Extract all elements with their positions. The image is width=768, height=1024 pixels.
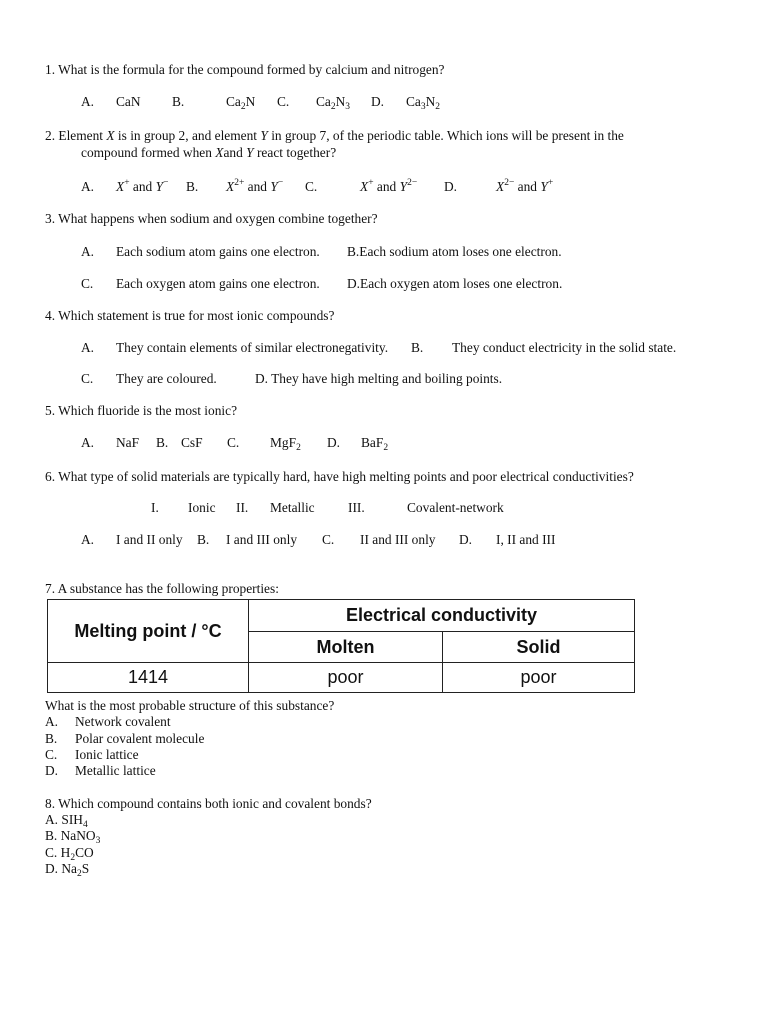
q7-option-a: Network covalent bbox=[75, 714, 171, 729]
q2-stem-line-1: 2. Element X is in group 2, and element Y in group 7, of the periodic table. Which ions will be present in the bbox=[45, 128, 624, 143]
q1-option-c-letter: C. bbox=[277, 94, 290, 109]
q1-option-b: $Ca_2N$ bbox=[226, 94, 256, 112]
q6-item-i: Ionic bbox=[188, 500, 216, 515]
header-molten: Molten bbox=[249, 632, 443, 663]
q6-option-a: I and II only bbox=[116, 532, 183, 547]
q2-option-d-letter: D. bbox=[444, 179, 458, 194]
q2-option-a: X+ and Y− bbox=[116, 178, 169, 194]
q5-option-d: BaF$_2$ bbox=[361, 435, 389, 453]
q8-option-c: C. $H_2CO$ bbox=[45, 845, 94, 863]
q3-option-c-letter: C. bbox=[81, 276, 94, 291]
header-solid: Solid bbox=[443, 632, 635, 663]
q5-stem: 5. Which fluoride is the most ionic? bbox=[45, 403, 238, 418]
q6-item-ii: Metallic bbox=[270, 500, 315, 515]
q6-item-iii: Covalent-network bbox=[407, 500, 504, 515]
q4-option-b-letter: B. bbox=[411, 340, 424, 355]
q6-item-iii-num: III. bbox=[348, 500, 365, 515]
q3-option-a: Each sodium atom gains one electron. bbox=[116, 244, 320, 259]
q4-option-d: D. They have high melting and boiling points. bbox=[255, 371, 503, 386]
q4-option-a-letter: A. bbox=[81, 340, 95, 355]
q7-option-d: Metallic lattice bbox=[75, 763, 156, 778]
q2-option-c: X+ and $Y^{2-}$ bbox=[360, 178, 418, 194]
q5-option-c-letter: C. bbox=[227, 435, 240, 450]
q7-option-b-letter: B. bbox=[45, 731, 58, 746]
q7-option-b: Polar covalent molecule bbox=[75, 731, 205, 746]
q7-option-c-letter: C. bbox=[45, 747, 58, 762]
q4-option-c: They are coloured. bbox=[116, 371, 217, 386]
q8-option-d: D. $Na_2S$ bbox=[45, 861, 90, 879]
value-solid: poor bbox=[443, 663, 635, 693]
q3-option-b: B.Each sodium atom loses one electron. bbox=[347, 244, 562, 259]
q2-option-b-letter: B. bbox=[186, 179, 199, 194]
q6-option-c: II and III only bbox=[360, 532, 436, 547]
q7-option-d-letter: D. bbox=[45, 763, 59, 778]
q1-option-a-letter: A. bbox=[81, 94, 95, 109]
q4-option-a: They contain elements of similar electronegativity. bbox=[116, 340, 389, 355]
q5-option-c: MgF$_2$ bbox=[270, 435, 301, 453]
q3-stem: 3. What happens when sodium and oxygen combine together? bbox=[45, 211, 378, 226]
q5-option-a: NaF bbox=[116, 435, 140, 450]
q3-option-d: D.Each oxygen atom loses one electron. bbox=[347, 276, 563, 291]
header-electrical-conductivity: Electrical conductivity bbox=[249, 600, 635, 632]
q6-item-i-num: I. bbox=[151, 500, 159, 515]
properties-table bbox=[47, 599, 635, 693]
q6-item-ii-num: II. bbox=[236, 500, 249, 515]
q1-stem: 1. What is the formula for the compound formed by calcium and nitrogen? bbox=[45, 62, 445, 77]
q1-option-b-letter: B. bbox=[172, 94, 185, 109]
q4-option-c-letter: C. bbox=[81, 371, 94, 386]
q5-option-a-letter: A. bbox=[81, 435, 95, 450]
q2-option-b: $X^{2+}$ and Y− bbox=[226, 178, 284, 194]
q7-question: What is the most probable structure of this substance? bbox=[45, 698, 335, 713]
q1-option-d: $Ca_3N_2$ bbox=[406, 94, 441, 112]
q5-option-b-letter: B. bbox=[156, 435, 169, 450]
q3-option-c: Each oxygen atom gains one electron. bbox=[116, 276, 320, 291]
value-melting-point: 1414 bbox=[48, 663, 249, 693]
q8-option-b: B. NaNO$_3$ bbox=[45, 828, 101, 846]
q1-option-c: $Ca_2N_3$ bbox=[316, 94, 351, 112]
q6-option-d: I, II and III bbox=[496, 532, 556, 547]
header-melting-point: Melting point / °C bbox=[48, 600, 249, 663]
q4-option-b: They conduct electricity in the solid state. bbox=[452, 340, 677, 355]
q4-stem: 4. Which statement is true for most ionic compounds? bbox=[45, 308, 335, 323]
q8-option-a: A. $SIH_4$ bbox=[45, 812, 88, 830]
q5-option-b: CsF bbox=[181, 435, 203, 450]
q2-option-d: $X^{2-}$ and Y+ bbox=[496, 178, 554, 194]
q6-option-a-letter: A. bbox=[81, 532, 95, 547]
q6-stem: 6. What type of solid materials are typically hard, have high melting points and poor electrical conductivities? bbox=[45, 469, 634, 484]
q8-stem: 8. Which compound contains both ionic and covalent bonds? bbox=[45, 796, 372, 811]
q7-option-a-letter: A. bbox=[45, 714, 59, 729]
q6-option-c-letter: C. bbox=[322, 532, 335, 547]
q7-stem: 7. A substance has the following properties: bbox=[45, 581, 279, 596]
q1-option-d-letter: D. bbox=[371, 94, 385, 109]
q2-stem-line-2: compound formed when Xand Y react together? bbox=[81, 145, 337, 160]
q6-option-d-letter: D. bbox=[459, 532, 473, 547]
q6-option-b: I and III only bbox=[226, 532, 298, 547]
q3-option-a-letter: A. bbox=[81, 244, 95, 259]
q1-option-a: CaN bbox=[116, 94, 141, 109]
value-molten: poor bbox=[249, 663, 443, 693]
q2-option-c-letter: C. bbox=[305, 179, 318, 194]
q5-option-d-letter: D. bbox=[327, 435, 341, 450]
q2-option-a-letter: A. bbox=[81, 179, 95, 194]
q7-option-c: Ionic lattice bbox=[75, 747, 139, 762]
q6-option-b-letter: B. bbox=[197, 532, 210, 547]
